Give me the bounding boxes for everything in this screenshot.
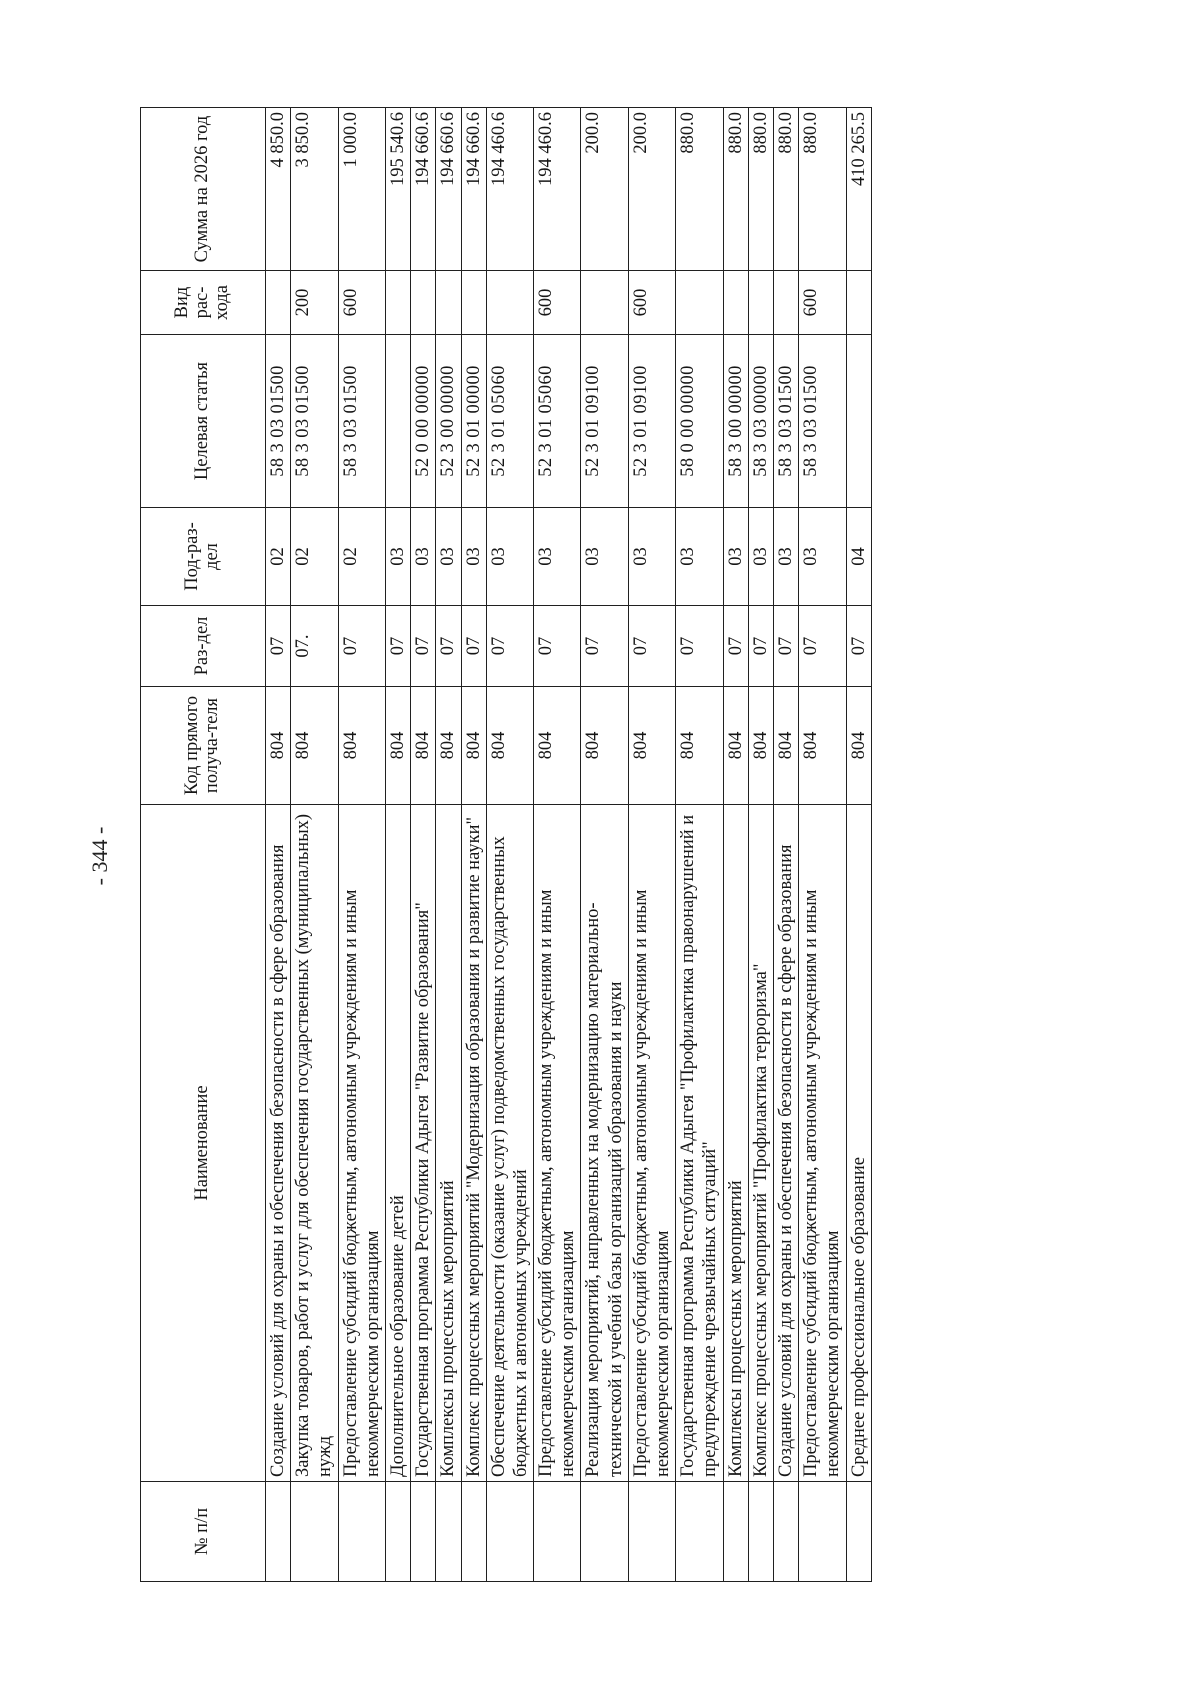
table-body <box>266 108 872 1582</box>
table-row <box>799 108 846 1582</box>
row-num <box>385 1482 410 1582</box>
row-target-article: 52 3 01 09100 <box>628 335 675 508</box>
row-name: Государственная программа Республики Адыгея "Профилактика правонарушений и предупреждение чрезвычайных ситуаций" <box>676 805 723 1482</box>
row-section: 07 <box>266 606 291 687</box>
row-subsection: 03 <box>799 508 846 606</box>
table-row <box>723 108 748 1582</box>
row-expense-type: 200 <box>291 271 338 335</box>
row-section: 07 <box>748 606 773 687</box>
row-sum: 880.0 <box>676 108 723 271</box>
row-expense-type: 600 <box>534 271 581 335</box>
row-sum: 880.0 <box>773 108 798 271</box>
table-row <box>773 108 798 1582</box>
header-sum-2026: Сумма на 2026 год <box>141 108 266 271</box>
header-name: Наименование <box>141 805 266 1482</box>
table-row <box>534 108 581 1582</box>
row-recipient-code: 804 <box>266 687 291 805</box>
table-row <box>266 108 291 1582</box>
row-subsection: 03 <box>748 508 773 606</box>
table-row <box>338 108 385 1582</box>
row-target-article <box>846 335 871 508</box>
table-row <box>581 108 628 1582</box>
row-sum: 880.0 <box>748 108 773 271</box>
row-subsection: 04 <box>846 508 871 606</box>
row-name: Обеспечение деятельности (оказание услуг) подведомственных государственных бюджетных и автономных учреждений <box>486 805 533 1482</box>
row-section: 07 <box>799 606 846 687</box>
row-sum: 194 460.6 <box>486 108 533 271</box>
row-target-article: 52 0 00 00000 <box>411 335 436 508</box>
row-recipient-code: 804 <box>723 687 748 805</box>
row-name: Комплексы процессных мероприятий <box>436 805 461 1482</box>
row-name: Дополнительное образование детей <box>385 805 410 1482</box>
row-sum: 410 265.5 <box>846 108 871 271</box>
row-section: 07 <box>628 606 675 687</box>
row-target-article: 52 3 01 09100 <box>581 335 628 508</box>
row-section: 07 <box>676 606 723 687</box>
row-num <box>581 1482 628 1582</box>
row-sum: 194 660.6 <box>411 108 436 271</box>
row-num <box>436 1482 461 1582</box>
row-expense-type: 600 <box>338 271 385 335</box>
row-expense-type <box>385 271 410 335</box>
table-row <box>628 108 675 1582</box>
row-expense-type <box>748 271 773 335</box>
row-sum: 1 000.0 <box>338 108 385 271</box>
table-row <box>676 108 723 1582</box>
row-subsection: 03 <box>486 508 533 606</box>
row-target-article: 52 3 01 05060 <box>534 335 581 508</box>
row-num <box>773 1482 798 1582</box>
row-section: 07. <box>291 606 338 687</box>
row-expense-type: 600 <box>628 271 675 335</box>
header-recipient-code: Код прямого получа-теля <box>141 687 266 805</box>
row-subsection: 03 <box>773 508 798 606</box>
row-subsection: 03 <box>436 508 461 606</box>
row-target-article: 58 3 00 00000 <box>723 335 748 508</box>
row-name: Комплексы процессных мероприятий <box>723 805 748 1482</box>
header-target-article: Целевая статья <box>141 335 266 508</box>
row-expense-type <box>581 271 628 335</box>
row-recipient-code: 804 <box>486 687 533 805</box>
header-row <box>141 108 266 1582</box>
row-subsection: 03 <box>628 508 675 606</box>
row-subsection: 03 <box>723 508 748 606</box>
row-num <box>748 1482 773 1582</box>
table-row <box>411 108 436 1582</box>
row-section: 07 <box>846 606 871 687</box>
row-expense-type: 600 <box>799 271 846 335</box>
row-name: Комплекс процессных мероприятий "Профилактика терроризма" <box>748 805 773 1482</box>
row-subsection: 03 <box>534 508 581 606</box>
row-recipient-code: 804 <box>628 687 675 805</box>
row-sum: 194 660.6 <box>436 108 461 271</box>
table-row <box>291 108 338 1582</box>
row-sum: 194 460.6 <box>534 108 581 271</box>
row-target-article: 58 0 00 00000 <box>676 335 723 508</box>
row-target-article: 58 3 03 01500 <box>338 335 385 508</box>
row-section: 07 <box>773 606 798 687</box>
row-target-article: 52 3 01 00000 <box>461 335 486 508</box>
row-num <box>846 1482 871 1582</box>
header-expense-type: Вид рас-хода <box>141 271 266 335</box>
row-target-article: 58 3 03 01500 <box>773 335 798 508</box>
table-row <box>461 108 486 1582</box>
row-expense-type <box>486 271 533 335</box>
row-section: 07 <box>461 606 486 687</box>
row-expense-type <box>773 271 798 335</box>
row-subsection: 02 <box>338 508 385 606</box>
budget-table <box>140 107 872 1582</box>
row-num <box>799 1482 846 1582</box>
row-target-article: 58 3 03 01500 <box>266 335 291 508</box>
table-row <box>436 108 461 1582</box>
row-section: 07 <box>581 606 628 687</box>
row-name: Предоставление субсидий бюджетным, автономным учреждениям и иным некоммерческим организациям <box>338 805 385 1482</box>
row-expense-type <box>676 271 723 335</box>
row-num <box>534 1482 581 1582</box>
row-section: 07 <box>723 606 748 687</box>
row-sum: 200.0 <box>581 108 628 271</box>
page-number: - 344 - <box>87 826 112 886</box>
row-name: Предоставление субсидий бюджетным, автономным учреждениям и иным некоммерческим организациям <box>799 805 846 1482</box>
row-sum: 194 660.6 <box>461 108 486 271</box>
row-sum: 880.0 <box>723 108 748 271</box>
row-subsection: 03 <box>411 508 436 606</box>
row-recipient-code: 804 <box>846 687 871 805</box>
row-recipient-code: 804 <box>773 687 798 805</box>
table-row <box>748 108 773 1582</box>
row-name: Создание условий для охраны и обеспечения безопасности в сфере образования <box>773 805 798 1482</box>
row-target-article: 52 3 01 05060 <box>486 335 533 508</box>
row-recipient-code: 804 <box>436 687 461 805</box>
row-expense-type <box>436 271 461 335</box>
row-num <box>676 1482 723 1582</box>
row-expense-type <box>846 271 871 335</box>
row-target-article: 52 3 00 00000 <box>436 335 461 508</box>
row-sum: 3 850.0 <box>291 108 338 271</box>
row-num <box>266 1482 291 1582</box>
row-recipient-code: 804 <box>534 687 581 805</box>
row-target-article <box>385 335 410 508</box>
row-subsection: 03 <box>385 508 410 606</box>
row-section: 07 <box>486 606 533 687</box>
row-sum: 4 850.0 <box>266 108 291 271</box>
row-num <box>723 1482 748 1582</box>
row-name: Государственная программа Республики Адыгея "Развитие образования" <box>411 805 436 1482</box>
row-recipient-code: 804 <box>291 687 338 805</box>
row-name: Среднее профессиональное образование <box>846 805 871 1482</box>
row-recipient-code: 804 <box>581 687 628 805</box>
row-sum: 880.0 <box>799 108 846 271</box>
row-name: Закупка товаров, работ и услуг для обеспечения государственных (муниципальных) нужд <box>291 805 338 1482</box>
row-recipient-code: 804 <box>799 687 846 805</box>
row-name: Реализация мероприятий, направленных на модернизацию материально-технической и учебной базы организаций образования и науки <box>581 805 628 1482</box>
row-name: Предоставление субсидий бюджетным, автономным учреждениям и иным некоммерческим организациям <box>628 805 675 1482</box>
row-num <box>461 1482 486 1582</box>
row-section: 07 <box>534 606 581 687</box>
row-name: Комплекс процессных мероприятий "Модернизация образования и развитие науки" <box>461 805 486 1482</box>
row-sum: 195 540.6 <box>385 108 410 271</box>
row-subsection: 03 <box>676 508 723 606</box>
row-recipient-code: 804 <box>338 687 385 805</box>
row-section: 07 <box>385 606 410 687</box>
row-section: 07 <box>411 606 436 687</box>
row-subsection: 02 <box>266 508 291 606</box>
row-recipient-code: 804 <box>676 687 723 805</box>
row-section: 07 <box>338 606 385 687</box>
row-num <box>338 1482 385 1582</box>
row-expense-type <box>411 271 436 335</box>
table-row <box>846 108 871 1582</box>
rotated-page <box>140 108 1060 1582</box>
row-expense-type <box>723 271 748 335</box>
table-row <box>385 108 410 1582</box>
row-recipient-code: 804 <box>461 687 486 805</box>
row-recipient-code: 804 <box>385 687 410 805</box>
row-expense-type <box>266 271 291 335</box>
row-subsection: 03 <box>581 508 628 606</box>
row-section: 07 <box>436 606 461 687</box>
row-name: Предоставление субсидий бюджетным, автономным учреждениям и иным некоммерческим организациям <box>534 805 581 1482</box>
row-target-article: 58 3 03 00000 <box>748 335 773 508</box>
row-expense-type <box>461 271 486 335</box>
row-num <box>628 1482 675 1582</box>
row-subsection: 03 <box>461 508 486 606</box>
row-num <box>486 1482 533 1582</box>
row-target-article: 58 3 03 01500 <box>291 335 338 508</box>
row-name: Создание условий для охраны и обеспечения безопасности в сфере образования <box>266 805 291 1482</box>
row-recipient-code: 804 <box>411 687 436 805</box>
header-subsection: Под-раз-дел <box>141 508 266 606</box>
row-subsection: 02 <box>291 508 338 606</box>
header-num: № п/п <box>141 1482 266 1582</box>
header-section: Раз-дел <box>141 606 266 687</box>
row-num <box>411 1482 436 1582</box>
row-target-article: 58 3 03 01500 <box>799 335 846 508</box>
row-recipient-code: 804 <box>748 687 773 805</box>
row-sum: 200.0 <box>628 108 675 271</box>
row-num <box>291 1482 338 1582</box>
table-row <box>486 108 533 1582</box>
